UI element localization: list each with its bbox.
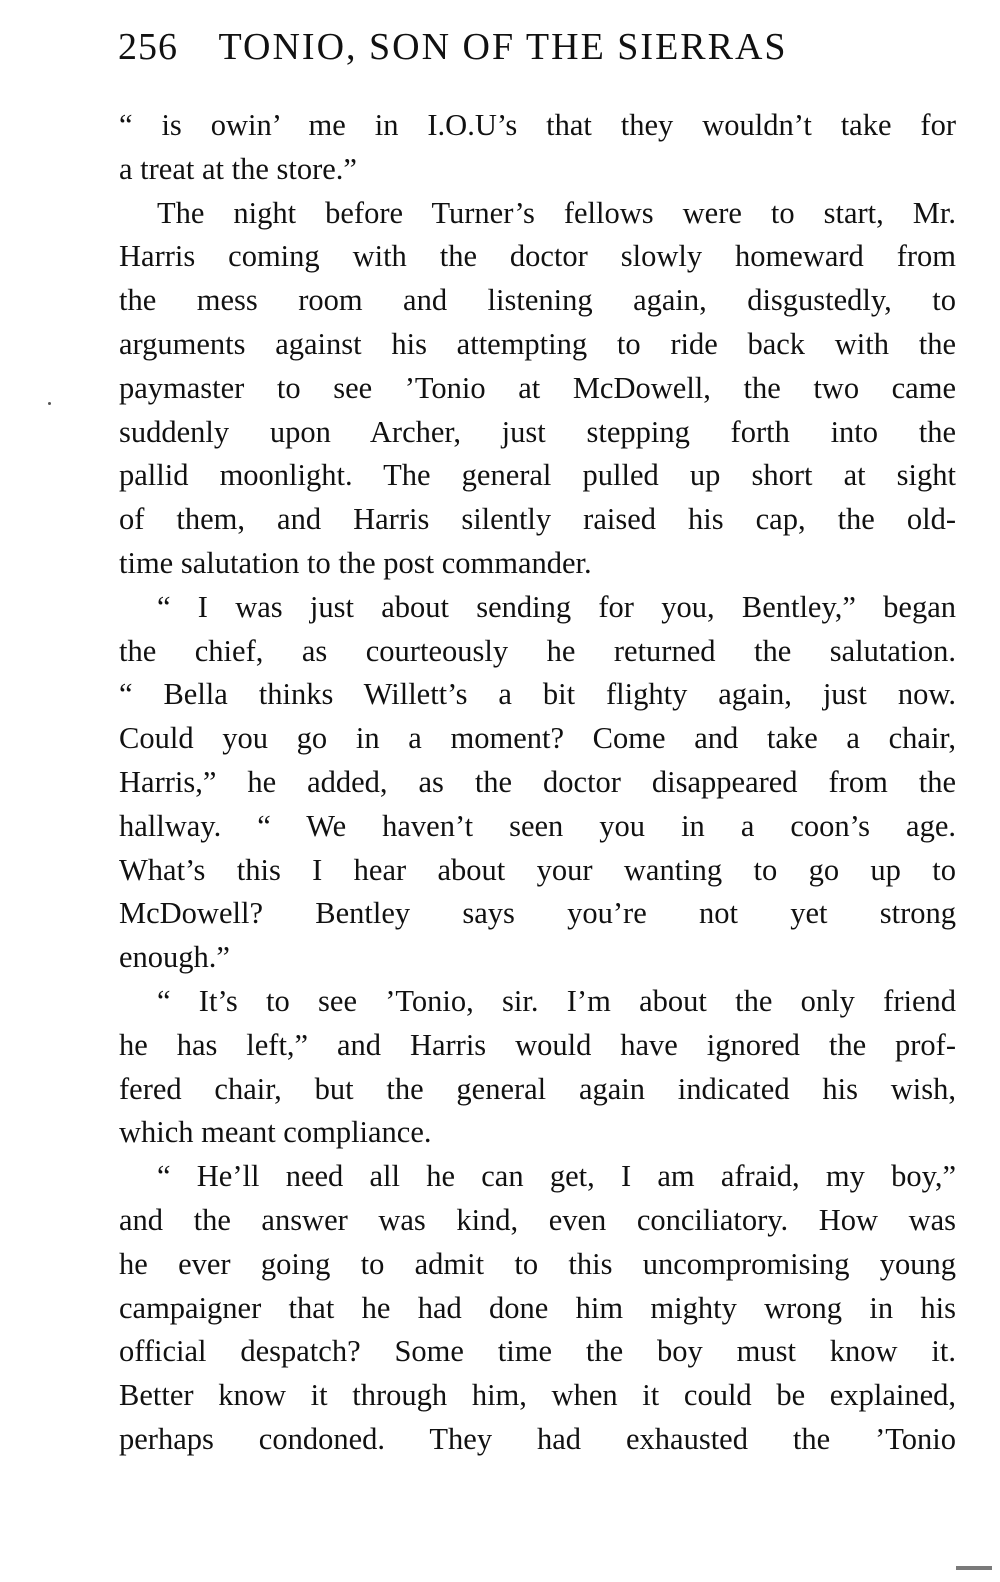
text-line: “ is owin’ me in I.O.U’s that they wouldn’t take for — [119, 108, 956, 142]
running-title: TONIO, SON OF THE SIERRAS — [218, 26, 788, 68]
body-text — [119, 104, 956, 1462]
text-line: the chief, as courteously he returned the salutation. — [119, 633, 956, 668]
text-line: Harris,” he added, as the doctor disappeared from the — [119, 764, 956, 799]
page-number: 256 — [118, 26, 178, 68]
text-line: campaigner that he had done him mighty wrong in his — [119, 1290, 956, 1325]
text-line: What’s this I hear about your wanting to go up to — [119, 852, 956, 887]
text-line: fered chair, but the general again indicated his wish, — [119, 1071, 956, 1106]
text-line: The night before Turner’s fellows were to start, Mr. — [157, 195, 956, 230]
text-line: time salutation to the post commander. — [119, 545, 592, 580]
text-line: arguments against his attempting to ride back with the — [119, 326, 956, 361]
text-line: hallway. “ We haven’t seen you in a coon’s age. — [119, 808, 956, 843]
text-line: he has left,” and Harris would have ignored the prof- — [119, 1027, 956, 1062]
text-line: “ Bella thinks Willett’s a bit flighty again, just now. — [119, 677, 956, 712]
text-line: Better know it through him, when it could be explained, — [119, 1378, 956, 1413]
text-line: Could you go in a moment? Come and take a chair, — [119, 721, 956, 756]
text-line: he ever going to admit to this uncompromising young — [119, 1246, 956, 1281]
text-line: a treat at the store.” — [119, 151, 357, 186]
stray-ink-mark — [48, 402, 51, 405]
scan-artifact — [956, 1566, 992, 1570]
text-line: McDowell? Bentley says you’re not yet strong — [119, 896, 956, 931]
text-line: “ He’ll need all he can get, I am afraid, my boy,” — [157, 1159, 956, 1194]
text-line: paymaster to see ’Tonio at McDowell, the two came — [119, 370, 956, 405]
text-line: and the answer was kind, even conciliatory. How was — [119, 1202, 956, 1237]
text-line: perhaps condoned. They had exhausted the ’Tonio — [119, 1421, 956, 1456]
text-line: enough.” — [119, 940, 230, 975]
text-line: which meant compliance. — [119, 1115, 432, 1150]
text-line: Harris coming with the doctor slowly homeward from — [119, 239, 956, 274]
page-header — [118, 22, 958, 72]
text-line: pallid moonlight. The general pulled up short at sight — [119, 458, 956, 493]
text-line: “ I was just about sending for you, Bentley,” began — [157, 589, 956, 624]
text-line: of them, and Harris silently raised his cap, the old- — [119, 502, 956, 537]
text-line: the mess room and listening again, disgustedly, to — [119, 283, 956, 318]
text-line: “ It’s to see ’Tonio, sir. I’m about the only friend — [157, 983, 956, 1018]
text-line: suddenly upon Archer, just stepping forth into the — [119, 414, 956, 449]
text-line: official despatch? Some time the boy must know it. — [119, 1334, 956, 1369]
